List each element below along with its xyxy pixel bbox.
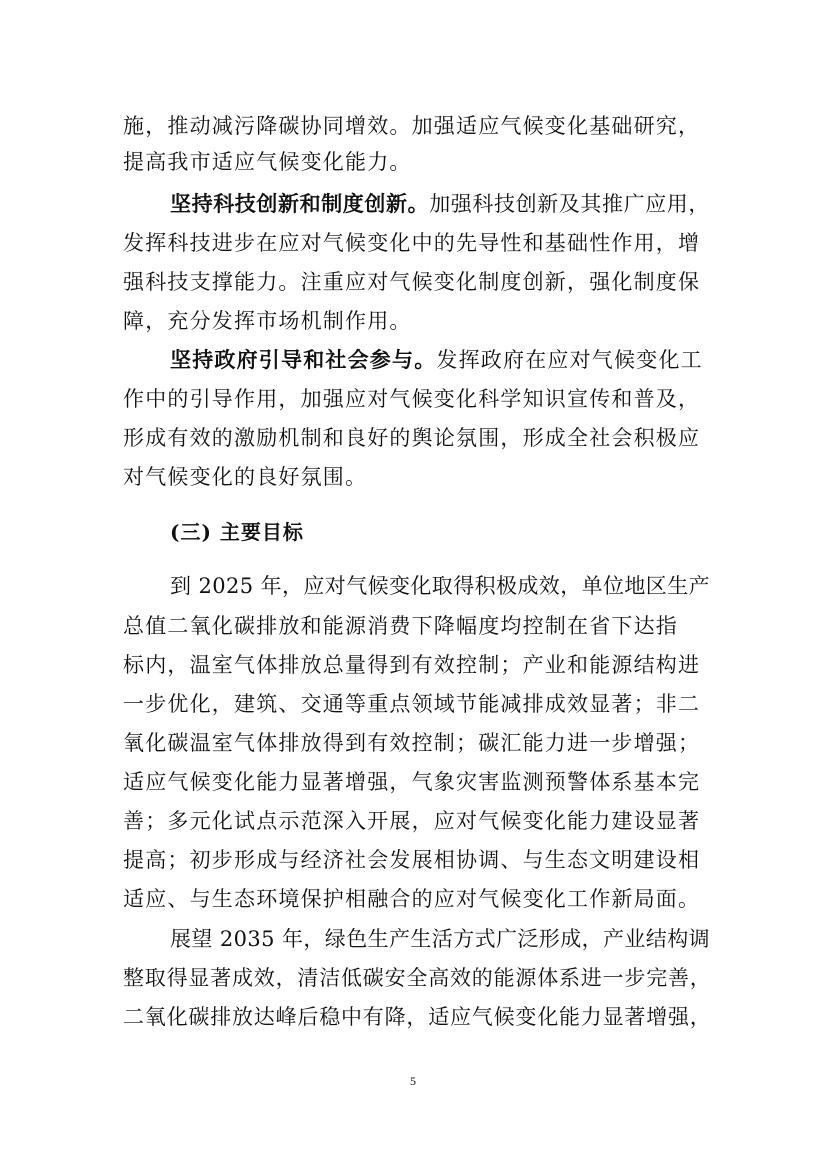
paragraph-line: 整取得显著成效，清洁低碳安全高效的能源体系进一步完善， (123, 966, 712, 990)
paragraph-lead: 坚持科技创新和制度创新。 (170, 191, 430, 216)
paragraph-line: 障，充分发挥市场机制作用。 (123, 309, 412, 333)
paragraph-line: 对气候变化的良好氛围。 (123, 465, 368, 489)
paragraph-line (170, 190, 713, 218)
paragraph-line: 提高；初步形成与经济社会发展相协调、与生态文明建设相 (123, 848, 701, 872)
paragraph-line: 标内，温室气体排放总量得到有效控制；产业和能源结构进 (123, 653, 701, 677)
paragraph-line: 到 2025 年，应对气候变化取得积极成效，单位地区生产 (170, 574, 710, 598)
paragraph-line: 总值二氧化碳排放和能源消费下降幅度均控制在省下达指 (123, 614, 678, 638)
paragraph-lead: 坚持政府引导和社会参与。 (170, 347, 437, 372)
paragraph-line: 善；多元化试点示范深入开展，应对气候变化能力建设显著 (123, 809, 701, 833)
paragraph-line: 一步优化，建筑、交通等重点领域节能减排成效显著；非二 (123, 692, 701, 716)
paragraph-line: 形成有效的激励机制和良好的舆论氛围，形成全社会积极应 (123, 426, 701, 450)
paragraph-line: 发挥科技进步在应对气候变化中的先导性和基础性作用，增 (123, 231, 701, 255)
paragraph-text: 发挥政府在应对气候变化工 (436, 348, 703, 372)
paragraph-text: 加强科技创新及其推广应用， (429, 192, 711, 216)
paragraph-line: 适应气候变化能力显著增强，气象灾害监测预警体系基本完 (123, 770, 701, 794)
paragraph-line: 展望 2035 年，绿色生产生活方式广泛形成，产业结构调 (170, 927, 710, 951)
section-heading: (三) 主要目标 (170, 520, 304, 544)
paragraph-line: 适应、与生态环境保护相融合的应对气候变化工作新局面。 (123, 887, 701, 911)
paragraph-line: 氧化碳温室气体排放得到有效控制；碳汇能力进一步增强； (123, 731, 701, 755)
paragraph-line (170, 346, 713, 374)
paragraph-line: 施，推动减污降碳协同增效。加强适应气候变化基础研究， (123, 114, 701, 138)
paragraph-line: 强科技支撑能力。注重应对气候变化制度创新，强化制度保 (123, 270, 701, 294)
paragraph-line: 作中的引导作用，加强应对气候变化科学知识宣传和普及， (123, 387, 701, 411)
paragraph-line: 提高我市适应气候变化能力。 (123, 150, 412, 174)
page-number: 5 (410, 1074, 416, 1088)
paragraph-line: 二氧化碳排放达峰后稳中有降，适应气候变化能力显著增强， (123, 1005, 712, 1029)
